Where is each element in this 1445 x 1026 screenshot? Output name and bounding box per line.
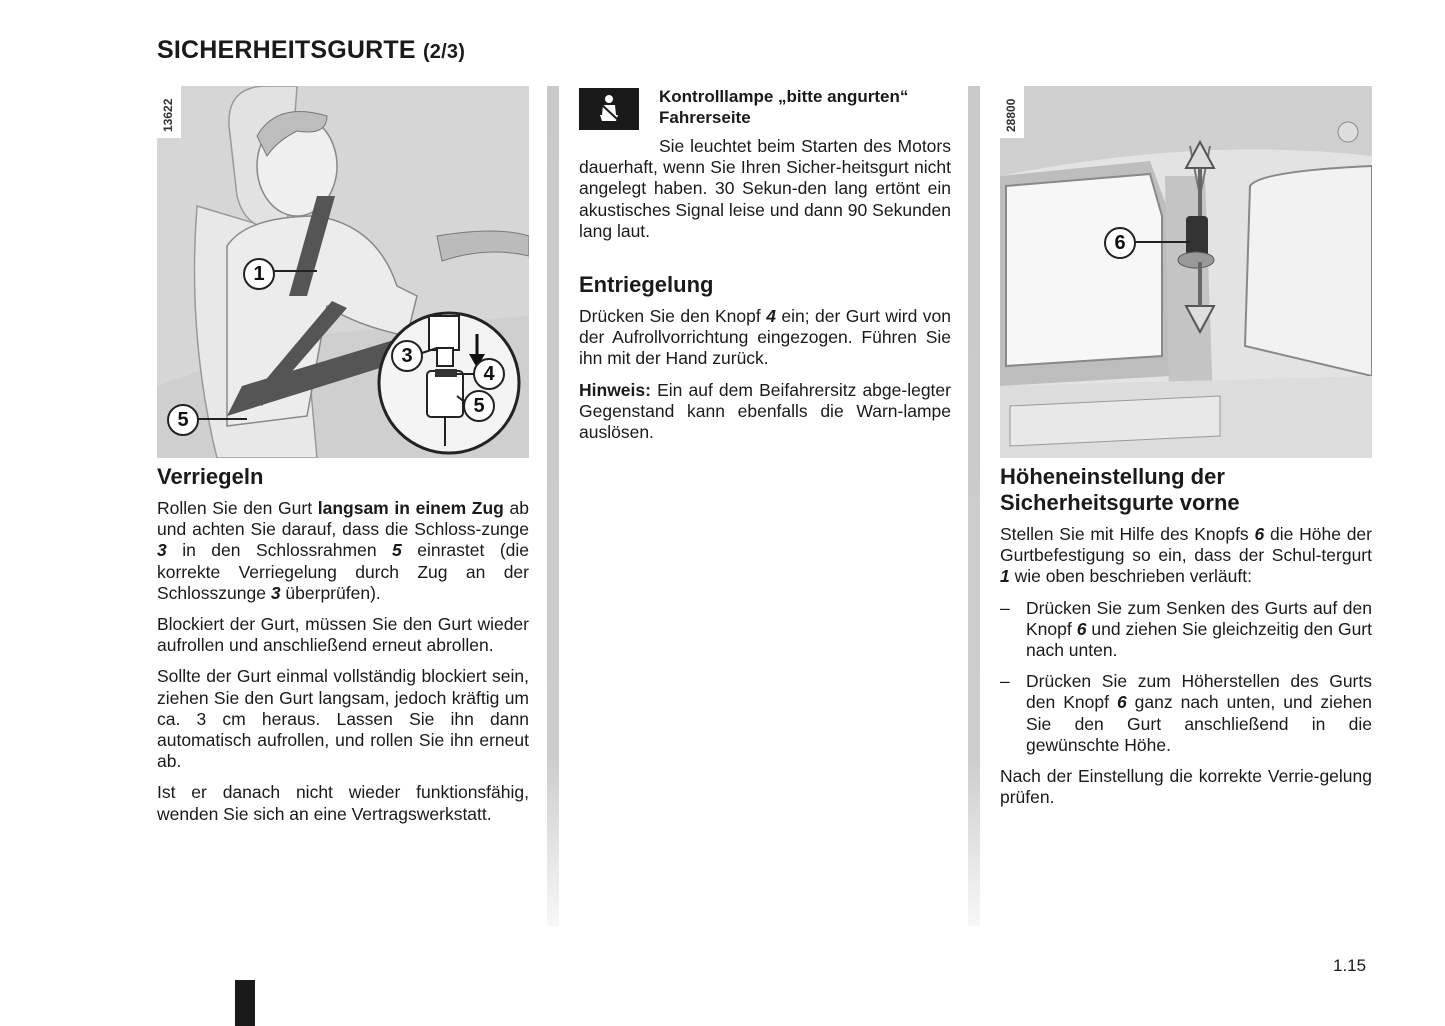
note-paragraph: Hinweis: Ein auf dem Beifahrersitz abge-legter Gegenstand kann ebenfalls die Warn-lampe auslösen. [579,379,951,443]
section-heading-entriegelung: Entriegelung [579,272,714,298]
callout-3: 3 [391,340,423,372]
page-title-part: (2/3) [422,41,466,63]
callout-5-inset: 5 [463,390,495,422]
column-divider [547,86,559,926]
belt-height-adjuster-illustration [1000,86,1372,458]
section-heading-verriegeln: Verriegeln [157,464,264,489]
paragraph: Rollen Sie den Gurt langsam in einem Zug ab und achten Sie darauf, dass die Schloss-zunge 3 in den Schlossrahmen 5 einrastet (die korrekte Verriegelung durch Zug an der Schlosszunge 3 überprüfen). [157,498,529,603]
figure-number [157,86,181,138]
callout-4: 4 [473,358,505,390]
figure-height-adjustment [1000,86,1372,458]
left-column [157,86,529,835]
paragraph: Sollte der Gurt einmal vollständig blockiert sein, ziehen Sie den Gurt langsam, jedoch kräftig um ca. 3 cm heraus. Lassen Sie ihn dann automatisch aufrollen, und rollen Sie ihn erneut ab. [157,666,529,772]
column-divider [968,86,980,926]
page-number: 1.15 [1333,956,1367,975]
paragraph: Blockiert der Gurt, müssen Sie den Gurt wieder aufrollen und anschließend erneut abrollen. [157,614,529,656]
figure-number-text: 13622 [161,98,175,132]
chapter-edge-tab [235,980,255,1026]
list-item: – Drücken Sie zum Senken des Gurts auf den Knopf 6 und ziehen Sie gleichzeitig den Gurt nach unten. [1000,598,1372,662]
figure-number-text: 28800 [1004,98,1018,132]
figure-number [1000,86,1024,138]
right-column [1000,86,1372,818]
middle-column [579,86,951,453]
seatbelt-warning-icon [579,88,639,130]
callout-6: 6 [1104,227,1136,259]
paragraph: Nach der Einstellung die korrekte Verrie-gelung prüfen. [1000,766,1372,808]
warning-lamp-text: Sie leuchtet beim Starten des Motors dauerhaft, wenn Sie Ihren Sicher-heitsgurt nicht angelegt haben. 30 Sekun-den lang ertönt ein akustisches Signal leise und dann 90 Sekunden lang laut. [579,136,951,241]
callout-5: 5 [167,404,199,436]
list-item: – Drücken Sie zum Höherstellen des Gurts den Knopf 6 ganz nach unten, und ziehen Sie den Gurt anschließend in die gewünschte Höhe. [1000,671,1372,756]
warning-lamp-block [579,86,951,130]
paragraph: Stellen Sie mit Hilfe des Knopfs 6 die Höhe der Gurtbefestigung so ein, dass der Schul-tergurt 1 wie oben beschrieben verläuft: [1000,524,1372,587]
callout-1: 1 [243,258,275,290]
warning-lamp-title: Kontrolllampe „bitte angurten“ Fahrerseite [659,87,909,127]
figure-seatbelt-locking [157,86,529,458]
section-heading-hoeheneinstellung: Höheneinstellung der Sicherheitsgurte vorne [1000,464,1240,515]
paragraph: Drücken Sie den Knopf 4 ein; der Gurt wird von der Aufrollvorrichtung eingezogen. Führen Sie ihn mit der Hand zurück. [579,306,952,369]
paragraph: Ist er danach nicht wieder funktionsfähig, wenden Sie sich an eine Vertragswerkstatt. [157,782,529,824]
page-title: SICHERHEITSGURTE (2/3) [157,36,466,64]
